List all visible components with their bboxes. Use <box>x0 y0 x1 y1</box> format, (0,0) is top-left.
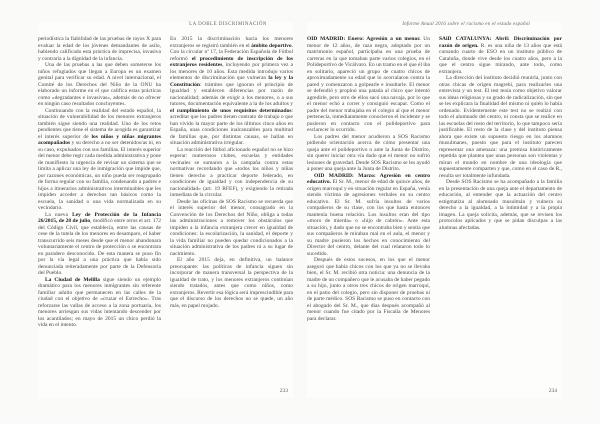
paragraph: En 2015 la discriminación hacia los menores extranjeros se registró también en el ámbito deportivo. Con la circular nº 17, la Federación Española de Fútbol reformó el procedimiento de inscripción de los extranjeros residentes, incluyendo por primera vez a los menores de 10 años. Esta medida introdujo varios elementos de discriminación que vulneran la ley y la Constitución: trámites que ignoran el principio de igualdad y establecen diferencias por razón de nacionalidad; además de exigir a los menores, o a sus tutores, documentación equivalente a la de los adultos y el cumplimiento de unos requisitos determinados: acreditar que los padres tienen contrato de trabajo o que han vivido la mayor parte de los últimos cinco años en España, unas condiciones inalcanzables para multitud de familias que, por distintas causas, se hallan en situación administrativa irregular. <box>170 36 293 146</box>
paragraph: La nueva Ley de Protección de la Infancia 26/2015, de 28 de julio, modificó entre otros el art. 172 del Código Civil, que establecía, entre las causas de cese de la tutela de los menores en desamparo, el haber transcurrido seis meses desde que el menor abandonara voluntariamente el centro de protección o se encontrara en paradero desconocido. De esta manera se puso fin por la vía legal a una práctica que había sido denunciada reiteradamente por parte de la Defensoría del Pueblo. <box>38 211 161 276</box>
left-column-1 <box>38 36 161 384</box>
paragraph: Los padres del menor acudieron a SOS Racismo pidiendo orientación acerca de cómo presentar una queja ante el polideportivo o ante la Junta de Distrito, sin querer iniciar otra vía dado que el menor no sufrió lesiones de gravedad. Desde SOS Racismo se les ayudó a poner una queja ante la Junta de Distrito. <box>307 133 430 172</box>
running-header-right: Informe Anual 2016 sobre el racismo en el estado español <box>402 22 530 27</box>
paragraph: La dirección del instituto decidió reunirla, junto con otras chicas de origen magrebí, para realizarles una entrevista y un test. El test tenía como objetivo valorar sus ideas religiosas y su grado de radicalización, sin que se les explicara la finalidad del mismo ni quién lo había ordenado. Evidentemente este test no se realizó con todo el alumnado del centro, ni consta que se realice en las escuelas del resto del territorio, lo que tampoco sería justificable. El resto de la clase y del instituto piensa ahora que existe un supuesto riesgo en los alumnos musulmanes, puesto que para el instituto parecen representar una amenaza: una premisa históricamente repetida que plantea que unas personas son violentas y miran el mundo en nombre de una ideología que supuestamente comparten y que, como en el caso de R., resulta ser totalmente infundada. <box>439 75 562 179</box>
paragraph: periodística la fiabilidad de las pruebas de rayos X para evaluar la edad de los jóvenes demandantes de asilo, habiendo calificado esta práctica de imprecisa, invasiva y contraria a la dignidad de la infancia. <box>38 36 161 62</box>
page-number-left: 233 <box>279 388 288 394</box>
paragraph: OID MADRID: Enero: Agresión a un menor. Un menor de 12 años, de raza negra, adoptado por un matrimonio español, participaba en una prueba de carreras en la que tomaban parte varios colegios, en el Polideportivo de Vicálvaro. En un tramo en el que él iba en solitario, apareció un grupo de cuatro chicos de aproximadamente su edad que lo acorralaron contra la pared y comenzaron a golpearle e insultarle. El menor se defendió y propinó una patada al chico que intentó agredirle, pero otro de ellos sacó una navaja, por lo que el menor echó a correr y consiguió escapar. Como el padre del menor trabajaba en el colegio al que el menor pertenecía, inmediatamente conocieron el incidente y se pusieron en contacto con el polideportivo para esclarecer lo ocurrido. <box>307 36 430 133</box>
paragraph: Después de estos sucesos, en los que el menor aseguró que había chicos con los que ya no se llevaba bien, el Sr. M. recibió otra noticia: una denuncia de la madre de un compañero que le acusaba de haber pegado a su hijo, junto a otros tres chicos de origen marroquí, en el patio del colegio, pero sin disponer de pruebas ni de parte médico. SOS Racismo se puso en contacto con el abogado del Sr. M., que días después acompañó al menor cuando fue citado por la Fiscalía de Menores para declarar. <box>307 257 430 322</box>
paragraph: Continuando con la realidad del estado español, la situación de vulnerabilidad de los menores extranjeros también sigue siendo una realidad. Uno de los retos pendientes que tiene el sistema de acogida es garantizar el interés superior de los niños y niñas migrantes acompañados y su derecho a no ser detenidos/as ni, en su caso, expulsados con sus familias. El interés superior del menor debe regir cada medida administrativa y pone de manifiesto la urgencia de revisar un sistema que se limita a aplicar una ley de inmigración que impide que, por razones económicas, un niño pueda ser reagrupado de forma regular con su familia, condenando a padres e hijos a itinerarios administrativos interminables que les impiden acceder a derechos tan básicos como la escuela, la sanidad o una vida normalizada en su vecindario. <box>38 107 161 211</box>
document-spread <box>38 22 562 398</box>
paragraph: La reacción del fútbol aficionado español no se hizo esperar: numerosos clubes, escuelas y entidades vecinales se sumaron a la campaña contra estas normativas recordando que «todos los niños y niñas tienen derecho a practicar deporte federado, en condiciones de igualdad y con independencia de su nacionalidad» (art. 19 RFEF), y exigiendo la retirada inmediata de la circular. <box>170 146 293 198</box>
page-left <box>38 22 293 398</box>
paragraph: Una de las pruebas a las que deben someterse los niños refugiados que llegan a Europa es un examen genital para verificar su edad. A nivel internacional, el Comité de los Derechos del Niño de la ONU ha elaborado un informe en el que califica estas prácticas como «degradantes e invasivas», además de no ofrecer en ningún caso resultados concluyentes. <box>38 62 161 107</box>
paragraph: SAiD CATALUNYA: Abril: Discriminación por razón de origen. R. es una niña de 13 años que está cursando cuarto de ESO en un instituto público de Cataluña, donde vive desde los cuatro años, pero a la que el centro sigue mirando, ante todo, como extranjera. <box>439 36 562 75</box>
paragraph: Desde SOS Racismo se ha acompañado a la familia en la presentación de una queja ante el departamento de educación, al entender que la actuación del centro estigmatiza al alumnado musulmán y vulnera su derecho a la igualdad, a la intimidad y a la propia imagen. La queja solicita, además, que se revisen los protocolos aplicados y que se pidan disculpas a las alumnas afectadas. <box>439 179 562 231</box>
left-column-2 <box>170 36 293 384</box>
right-page-body <box>307 36 562 384</box>
paragraph: El año 2015 deja, en definitiva, un balance preocupante: las políticas de infancia siguen sin incorporar de manera transversal la perspectiva de la igualdad de trato, y los menores extranjeros continúan siendo tratados, antes que como niños, como extranjeros. Revertir esa lógica será imprescindible para que el discurso de los derechos no se quede, un año más, en papel mojado. <box>170 257 293 309</box>
right-column-2 <box>439 36 562 384</box>
paragraph: Desde las oficinas de SOS Racismo se recuerda que el interés superior del menor, consagrado en la Convención de los Derechos del Niño, obliga a todas las administraciones a remover los obstáculos que impiden a la infancia extranjera crecer en igualdad de condiciones: la escolarización, la sanidad, el deporte y la vida familiar no pueden quedar condicionados a la situación administrativa de los padres ni a su lugar de nacimiento. <box>170 198 293 257</box>
left-page-body <box>38 36 293 384</box>
right-column-1 <box>307 36 430 384</box>
paragraph: La Ciudad de Melilla sigue siendo un ejemplo dramático para los menores inmigrantes sin referente familiar adulto que permanecen en las calles de la ciudad con el objetivo de «cruzar el Estrecho». Tras reforzarse las vallas de acceso a la zona portuaria, los menores arriesgan sus vidas intentando descender por los acantilados; en mayo de 2015 un chico perdió la vida en el intento. <box>38 276 161 328</box>
page-right <box>307 22 562 398</box>
page-number-right: 234 <box>548 388 557 394</box>
running-header-left: LA DOBLE DISCRIMINACIÓN <box>189 22 267 27</box>
paragraph: OID MADRID: Marzo: Agresión en centro educativo. El Sr. M., menor de edad de quince años, de origen marroquí y en situación regular en España, venía siendo víctima de agresiones verbales en su centro educativo. El Sr. M. sufría insultos de varios compañeros de su clase, con los que hasta entonces mantenía buena relación. Los insultos eran del tipo «moro de mierda» o «hijo de cabrón». Ante esta situación, y dado que no se encontraba bien y sentía que sus compañeros le miraban mal en el aula, el menor y su madre pusieron los hechos en conocimiento del Director del centro, delante del cual relataron todo lo sucedido. <box>307 172 430 257</box>
